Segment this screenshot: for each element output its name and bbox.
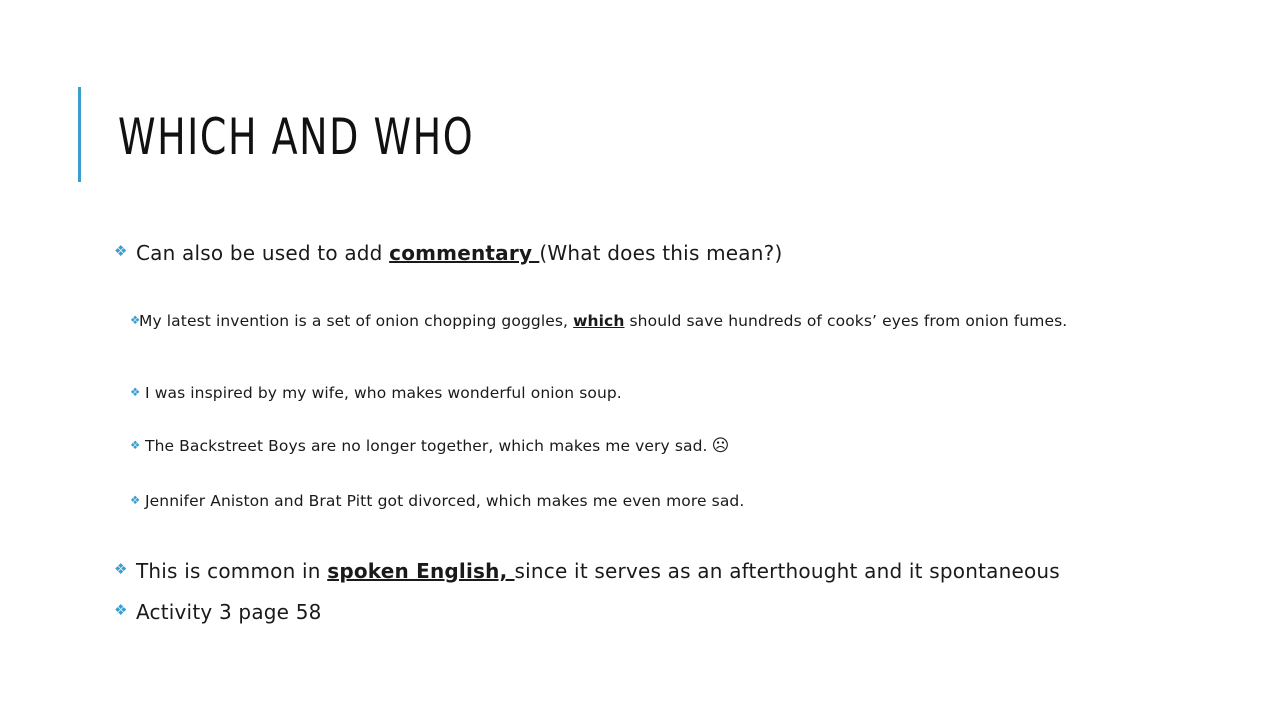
bullet-text: I was inspired by my wife, who makes wonderful onion soup. xyxy=(145,384,622,402)
bullet-text: The Backstreet Boys are no longer together, which makes me very sad. ☹ xyxy=(145,436,730,456)
diamond-bullet-icon: ❖ xyxy=(114,560,128,578)
emphasis-spoken-english: spoken English, xyxy=(327,559,515,583)
diamond-bullet-icon: ❖ xyxy=(114,242,128,260)
diamond-bullet-icon: ❖ xyxy=(130,438,141,452)
diamond-bullet-icon: ❖ xyxy=(130,493,141,507)
title-accent-bar xyxy=(78,87,81,182)
bullet-text: This is common in spoken English, since it serves as an afterthought and it spontaneous xyxy=(136,559,1060,583)
slide-title: WHICH AND WHO xyxy=(118,108,475,166)
sub-bullet-invention xyxy=(130,312,1105,331)
diamond-bullet-icon: ❖ xyxy=(130,313,141,327)
bullet-text: Activity 3 page 58 xyxy=(136,600,322,624)
bullet-commentary xyxy=(114,240,782,266)
bullet-text: Can also be used to add commentary (What does this mean?) xyxy=(136,241,783,265)
bullet-spoken-english xyxy=(114,558,1060,584)
bullet-activity xyxy=(114,599,322,625)
bullet-text: My latest invention is a set of onion chopping goggles, which should save hundreds of cooks’ eyes from onion fumes. xyxy=(139,312,1068,330)
diamond-bullet-icon: ❖ xyxy=(114,601,128,619)
bullet-text: Jennifer Aniston and Brat Pitt got divorced, which makes me even more sad. xyxy=(145,492,745,510)
diamond-bullet-icon: ❖ xyxy=(130,385,141,399)
sub-bullet-backstreet xyxy=(130,437,729,456)
emphasis-commentary: commentary xyxy=(389,241,540,265)
sub-bullet-wife xyxy=(130,384,622,403)
sad-face-icon: ☹ xyxy=(711,436,730,456)
emphasis-which: which xyxy=(573,312,625,330)
sub-bullet-aniston xyxy=(130,492,744,511)
